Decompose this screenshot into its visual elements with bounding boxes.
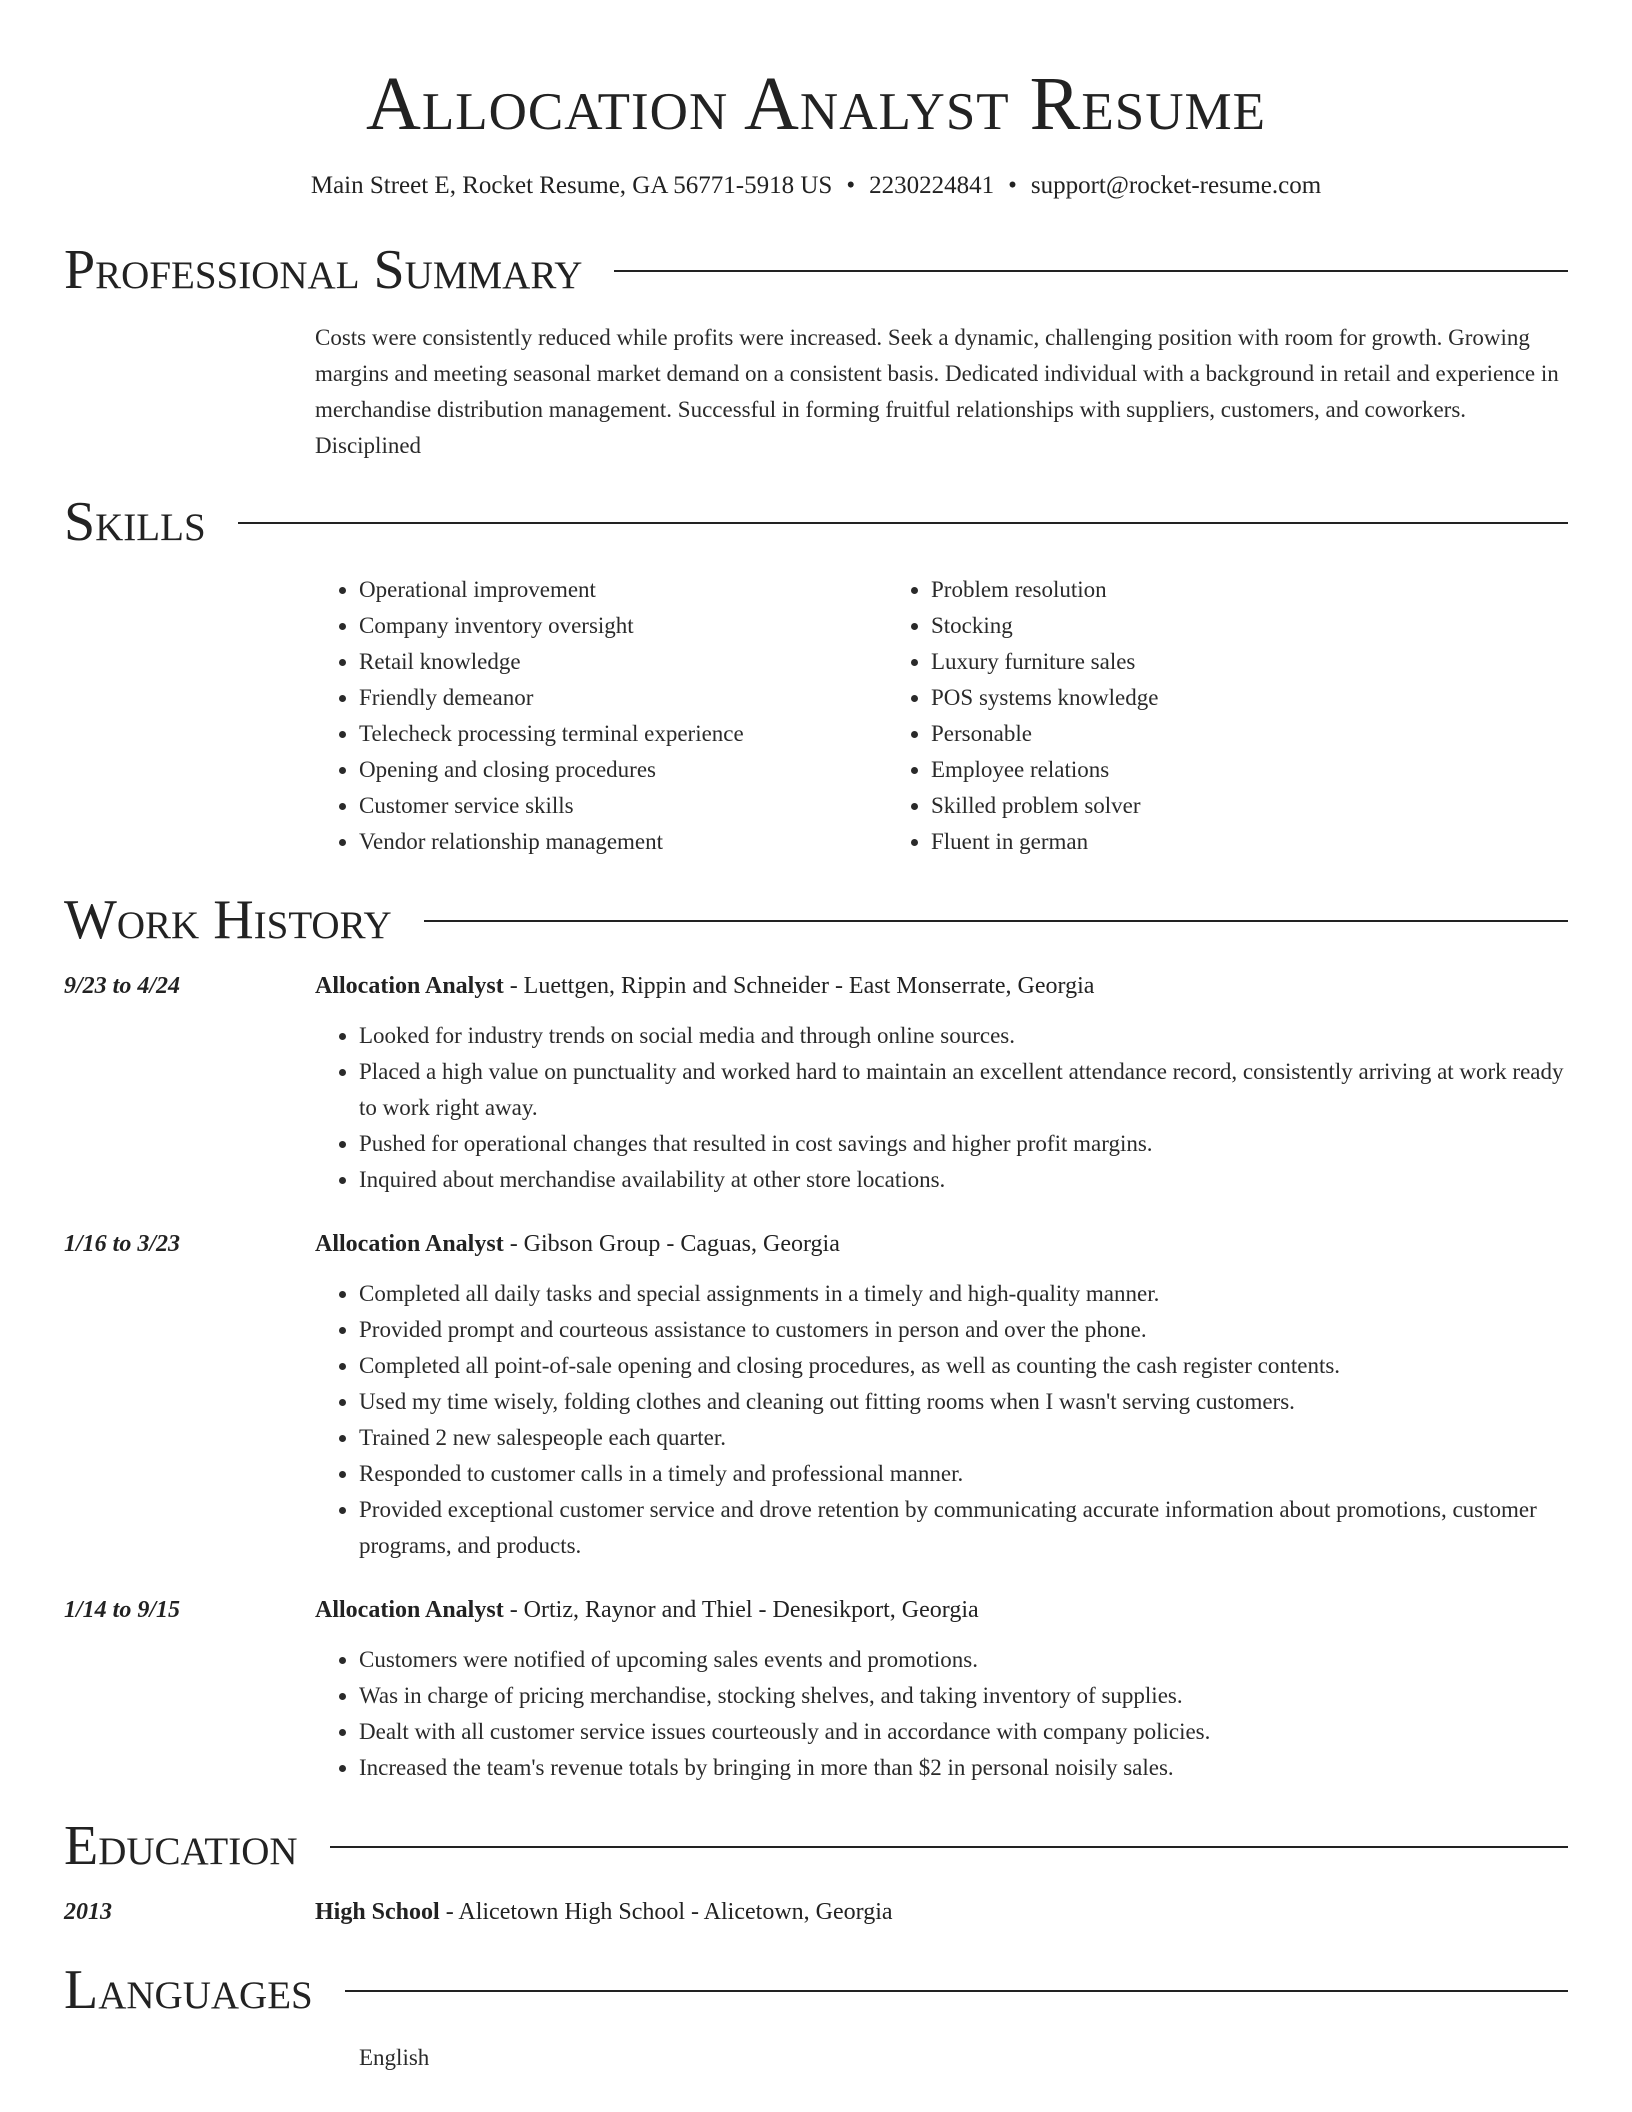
skill-item: • Vendor relationship management	[359, 824, 887, 860]
languages-items	[315, 2040, 1568, 2076]
summary-text: Costs were consistently reduced while profits were increased. Seek a dynamic, challenging position with room for growth. Growing margins and meeting seasonal market demand on a consistent basis. Dedicated individual with a background in retail and experience in merchandise distribution management. Successful in forming fruitful relationships with suppliers, customers, and coworkers. Disciplined	[315, 325, 1559, 458]
resume-title: Allocation Analyst Resume	[366, 62, 1266, 146]
skill-item: • Personable	[931, 716, 1459, 752]
work-entry	[64, 1592, 1568, 1786]
skill-item: • Company inventory oversight	[359, 608, 887, 644]
summary-heading: Professional Summary	[64, 239, 583, 301]
contact-email: support@rocket-resume.com	[1030, 172, 1322, 199]
work-date: 9/23 to 4/24	[64, 973, 181, 999]
section-divider	[614, 270, 1568, 272]
work-bullets	[315, 1018, 1568, 1198]
job-title: Allocation Analyst	[315, 1231, 504, 1257]
work-bullet: • Trained 2 new salespeople each quarter.	[359, 1420, 1568, 1456]
languages-list	[315, 2040, 1568, 2076]
skill-item: • Problem resolution	[931, 572, 1459, 608]
contact-line	[64, 170, 1568, 202]
skill-item: • Stocking	[931, 608, 1459, 644]
skill-item: • Opening and closing procedures	[359, 752, 887, 788]
skills-column-right	[887, 572, 1459, 860]
work-section-header	[64, 890, 1568, 950]
work-date: 1/16 to 3/23	[64, 1231, 181, 1257]
education-heading: Education	[64, 1815, 298, 1877]
skills-list	[315, 572, 1568, 860]
skill-item: • Customer service skills	[359, 788, 887, 824]
work-bullet: • Pushed for operational changes that resulted in cost savings and higher profit margins.	[359, 1126, 1568, 1162]
work-bullet: • Dealt with all customer service issues courteously and in accordance with company policies.	[359, 1714, 1568, 1750]
skill-item: • Retail knowledge	[359, 644, 887, 680]
skill-item: • Employee relations	[931, 752, 1459, 788]
contact-separator: •	[846, 172, 856, 199]
work-bullets	[315, 1642, 1568, 1786]
work-bullet: • Provided exceptional customer service and drove retention by communicating accurate information about promotions, customer programs, and products.	[359, 1492, 1568, 1564]
job-title: Allocation Analyst	[315, 1597, 504, 1623]
skill-item: • Telecheck processing terminal experience	[359, 716, 887, 752]
employer-location: - Ortiz, Raynor and Thiel - Denesikport, Georgia	[503, 1597, 979, 1623]
education-entry	[64, 1894, 1568, 1930]
summary-section-header	[64, 240, 1568, 300]
resume-page	[64, 0, 1568, 2076]
skill-item: • Operational improvement	[359, 572, 887, 608]
work-entry-header	[64, 1226, 1568, 1262]
language-item: English	[359, 2045, 430, 2070]
employer-location: - Gibson Group - Caguas, Georgia	[503, 1231, 840, 1257]
contact-address: Main Street E, Rocket Resume, GA 56771-5918 US	[310, 172, 833, 199]
employer-location: - Luettgen, Rippin and Schneider - East Monserrate, Georgia	[503, 973, 1095, 999]
school-location: - Alicetown High School - Alicetown, Georgia	[439, 1899, 893, 1925]
section-divider	[345, 1990, 1568, 1992]
languages-heading: Languages	[64, 1959, 313, 2021]
work-bullet: • Completed all daily tasks and special assignments in a timely and high-quality manner.	[359, 1276, 1568, 1312]
skill-item: • Fluent in german	[931, 824, 1459, 860]
work-entry	[64, 1226, 1568, 1564]
work-bullet: • Inquired about merchandise availability at other store locations.	[359, 1162, 1568, 1198]
languages-section-header	[64, 1960, 1568, 2020]
work-date: 1/14 to 9/15	[64, 1597, 181, 1623]
skills-section-header	[64, 492, 1568, 552]
skill-item: • Skilled problem solver	[931, 788, 1459, 824]
work-bullet: • Used my time wisely, folding clothes and cleaning out fitting rooms when I wasn't serving customers.	[359, 1384, 1568, 1420]
work-bullet: • Completed all point-of-sale opening and closing procedures, as well as counting the cash register contents.	[359, 1348, 1568, 1384]
education-entry-header	[64, 1894, 1568, 1930]
work-bullet: • Was in charge of pricing merchandise, stocking shelves, and taking inventory of supplies.	[359, 1678, 1568, 1714]
section-divider	[424, 920, 1568, 922]
work-entry-header	[64, 1592, 1568, 1628]
work-heading: Work History	[64, 889, 392, 951]
work-bullets	[315, 1276, 1568, 1564]
work-entry-header	[64, 968, 1568, 1004]
education-date: 2013	[64, 1899, 112, 1925]
education-section-header	[64, 1816, 1568, 1876]
skill-item: • POS systems knowledge	[931, 680, 1459, 716]
work-bullet: • Provided prompt and courteous assistance to customers in person and over the phone.	[359, 1312, 1568, 1348]
skill-item: • Friendly demeanor	[359, 680, 887, 716]
work-entry	[64, 968, 1568, 1198]
work-bullet: • Looked for industry trends on social media and through online sources.	[359, 1018, 1568, 1054]
work-bullet: • Placed a high value on punctuality and worked hard to maintain an excellent attendance record, consistently arriving at work ready to work right away.	[359, 1054, 1568, 1126]
work-bullet: • Customers were notified of upcoming sales events and promotions.	[359, 1642, 1568, 1678]
section-divider	[238, 522, 1568, 524]
degree-title: High School	[315, 1899, 440, 1925]
contact-phone: 2230224841	[869, 172, 995, 199]
skills-heading: Skills	[64, 491, 206, 553]
contact-separator: •	[1008, 172, 1017, 199]
work-bullet: • Increased the team's revenue totals by bringing in more than $2 in personal noisily sales.	[359, 1750, 1568, 1786]
section-divider	[330, 1846, 1568, 1848]
skill-item: • Luxury furniture sales	[931, 644, 1459, 680]
job-title: Allocation Analyst	[315, 973, 504, 999]
work-bullet: • Responded to customer calls in a timely and professional manner.	[359, 1456, 1568, 1492]
skills-column-left	[315, 572, 887, 860]
